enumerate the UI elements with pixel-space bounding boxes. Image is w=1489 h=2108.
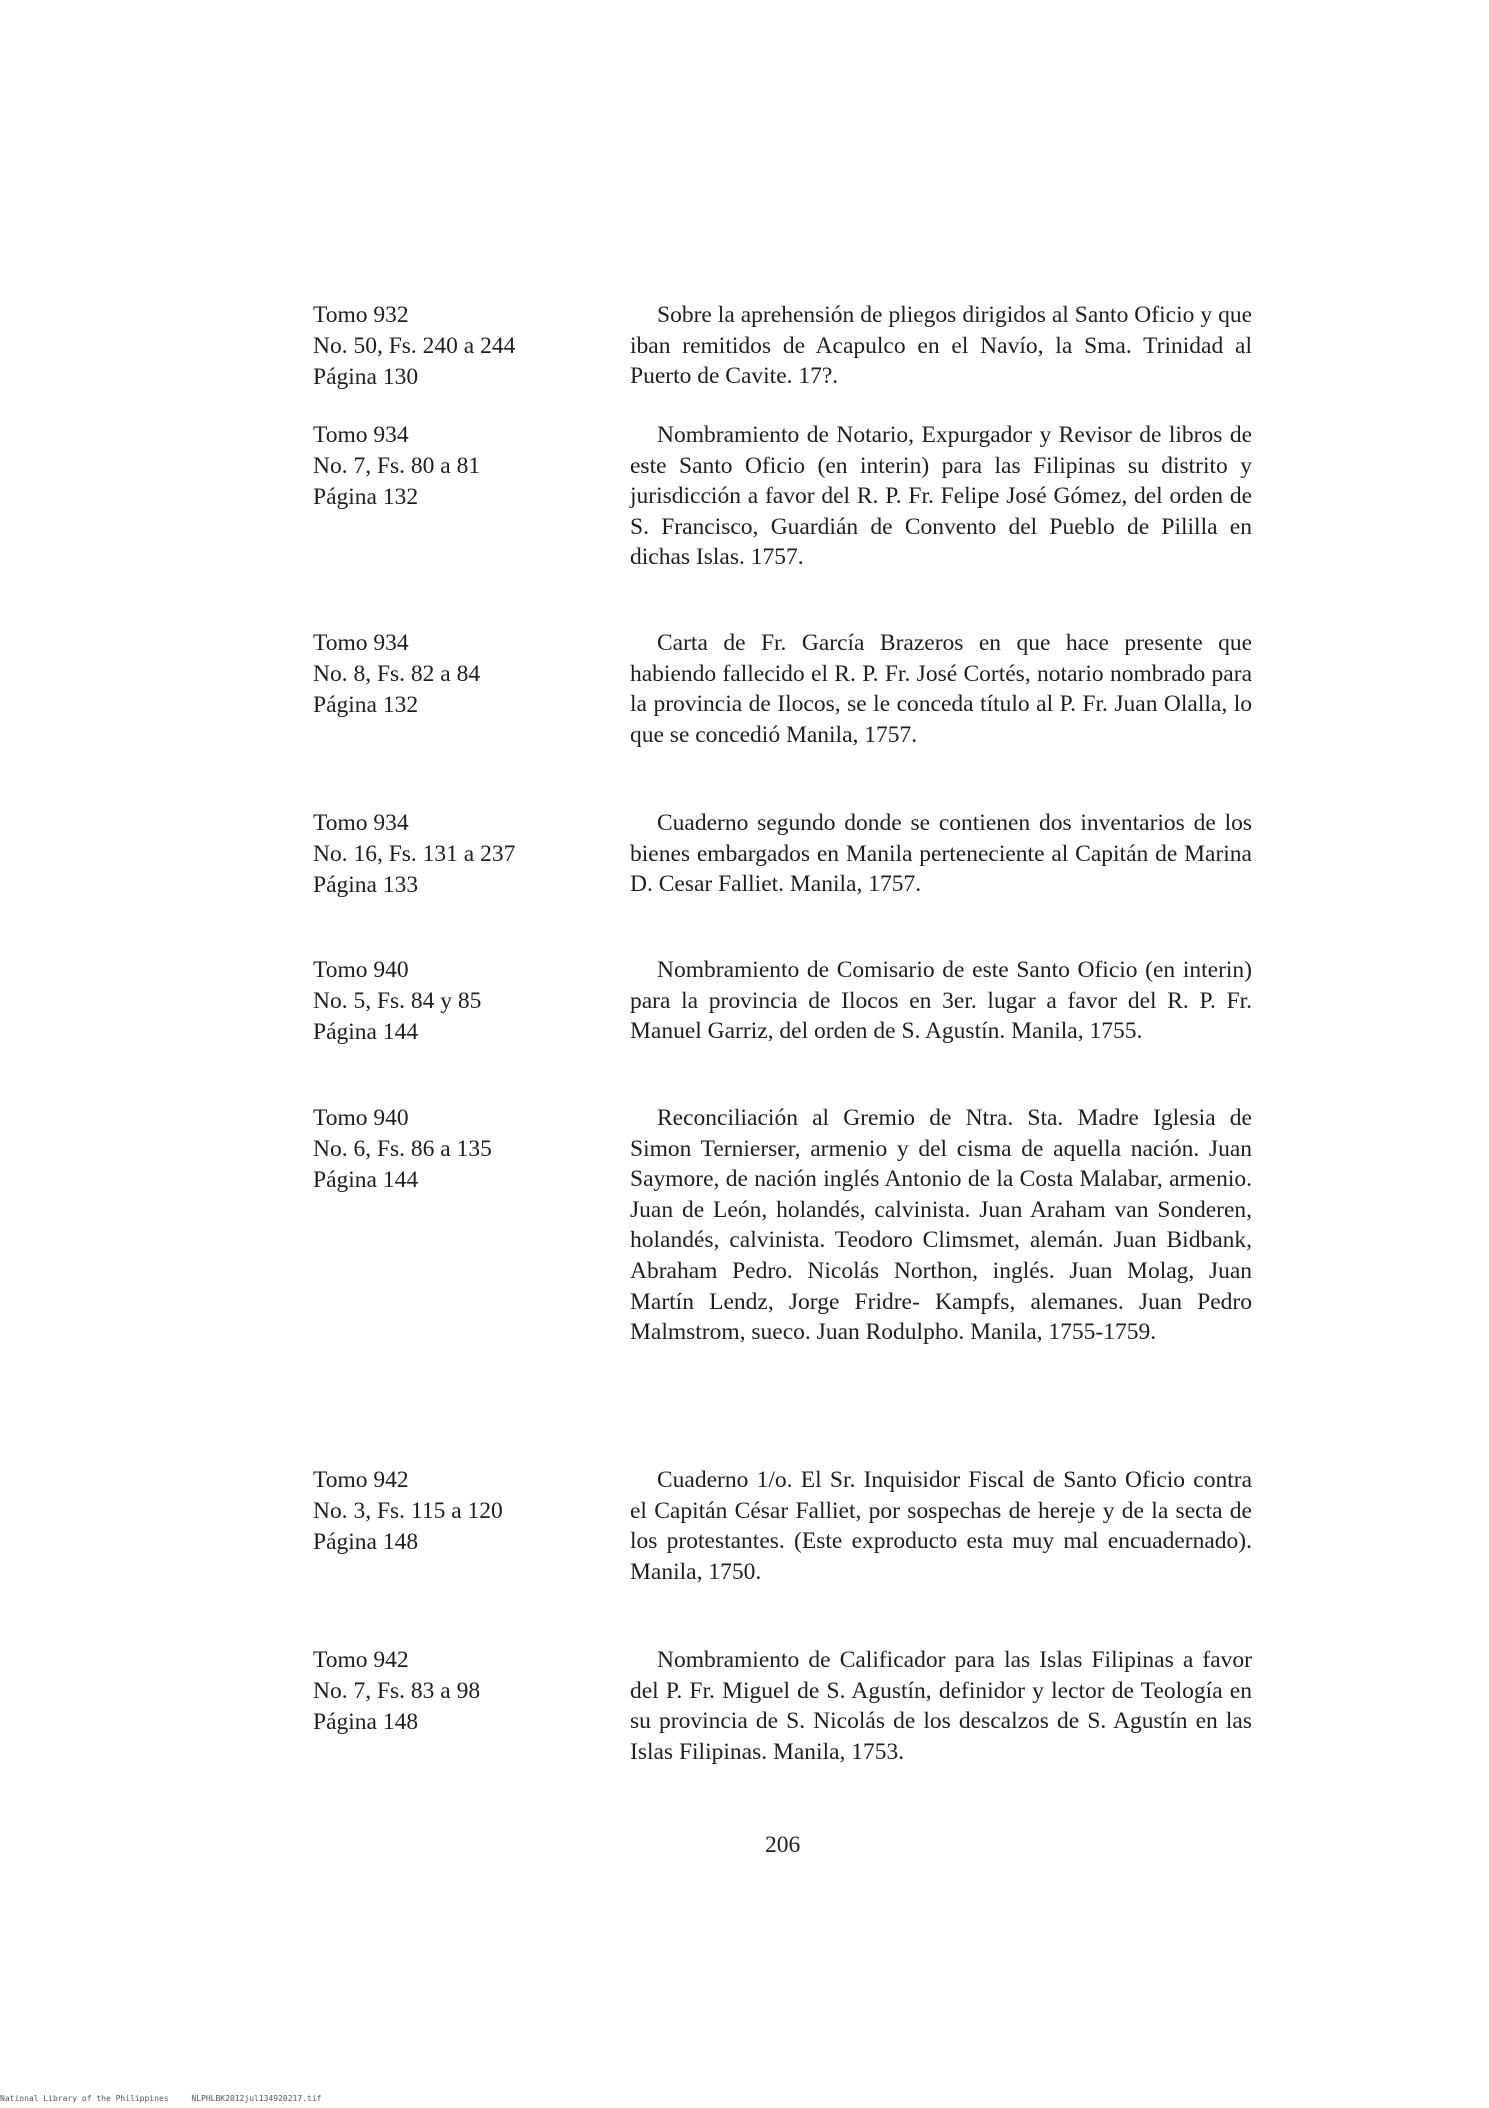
page-number: 206 [765,1832,801,1858]
numero-folios: No. 7, Fs. 83 a 98 [313,1678,481,1704]
tomo-label: Tomo 942 [313,1467,409,1493]
pagina-label: Página 130 [313,364,419,390]
tomo-label: Tomo 940 [313,1105,409,1131]
numero-folios: No. 3, Fs. 115 a 120 [313,1498,503,1524]
pagina-label: Página 133 [313,872,419,898]
entry-description: Cuaderno 1/o. El Sr. Inquisidor Fiscal de Santo Oficio contra el Capitán César Falliet, por sospechas de hereje y de la secta de los protestantes. (Este exproducto esta muy mal encuadernado). Manila, 1750. [630,1467,1252,1585]
entry-description: Cuaderno segundo donde se contienen dos inventarios de los bienes embargados en Manila perteneciente al Capitán de Marina D. Cesar Falliet. Manila, 1757. [630,810,1252,898]
numero-folios: No. 50, Fs. 240 a 244 [313,333,516,359]
entry-reference [313,300,603,393]
tomo-label: Tomo 932 [313,302,409,328]
entry-description: Carta de Fr. García Brazeros en que hace presente que habiendo fallecido el R. P. Fr. José Cortés, notario nombrado para la provincia de Ilocos, se le conceda título al P. Fr. Juan Olalla, lo que se concedió Manila, 1757. [630,630,1252,748]
tomo-label: Tomo 934 [313,630,409,656]
tomo-label: Tomo 940 [313,957,409,983]
entry-description: Sobre la aprehensión de pliegos dirigidos al Santo Oficio y que iban remitidos de Acapulco en el Navío, la Sma. Trinidad al Puerto de Cavite. 17?. [630,302,1252,390]
entry-description: Reconciliación al Gremio de Ntra. Sta. Madre Iglesia de Simon Ternierser, armenio y del cisma de aquella nación. Juan Saymore, de nación inglés Antonio de la Costa Malabar, armenio. Juan de León, holandés, calvinista. Juan Araham van Sonderen, holandés, calvinista. Teodoro Climsmet, alemán. Juan Bidbank, Abraham Pedro. Nicolás Northon, inglés. Juan Molag, Juan Martín Lendz, Jorge Fridre- Kampfs, alemanes. Juan Pedro Malmstrom, sueco. Juan Rodulpho. Manila, 1755-1759. [630,1105,1252,1346]
entry-reference [313,955,603,1048]
footer-file: NLPHLBK2012jul134920217.tif [191,2094,322,2103]
entry-reference [313,420,603,513]
pagina-label: Página 132 [313,692,419,718]
pagina-label: Página 148 [313,1529,419,1555]
entry-reference [313,1645,603,1738]
entry-description: Nombramiento de Calificador para las Islas Filipinas a favor del P. Fr. Miguel de S. Agustín, definidor y lector de Teología en su provincia de S. Nicolás de los descalzos de S. Agustín en las Islas Filipinas. Manila, 1753. [630,1647,1252,1765]
tomo-label: Tomo 934 [313,422,409,448]
tomo-label: Tomo 942 [313,1647,409,1673]
entry-description: Nombramiento de Comisario de este Santo Oficio (en interin) para la provincia de Ilocos en 3er. lugar a favor del R. P. Fr. Manuel Garriz, del orden de S. Agustín. Manila, 1755. [630,957,1252,1045]
numero-folios: No. 16, Fs. 131 a 237 [313,841,516,867]
numero-folios: No. 6, Fs. 86 a 135 [313,1136,492,1162]
tomo-label: Tomo 934 [313,810,409,836]
entry-reference [313,1465,603,1558]
numero-folios: No. 7, Fs. 80 a 81 [313,453,481,479]
entry-reference [313,808,603,901]
entry-reference [313,1103,603,1196]
numero-folios: No. 8, Fs. 82 a 84 [313,661,481,687]
pagina-label: Página 144 [313,1167,419,1193]
scan-footer [0,2094,339,2103]
pagina-label: Página 132 [313,484,419,510]
entry-description: Nombramiento de Notario, Expurgador y Revisor de libros de este Santo Oficio (en interin) para las Filipinas su distrito y jurisdicción a favor del R. P. Fr. Felipe José Gómez, del orden de S. Francisco, Guardián de Convento del Pueblo de Pililla en dichas Islas. 1757. [630,422,1252,571]
pagina-label: Página 144 [313,1019,419,1045]
numero-folios: No. 5, Fs. 84 y 85 [313,988,482,1014]
pagina-label: Página 148 [313,1709,419,1735]
footer-library: National Library of the Philippines [0,2094,169,2103]
entry-reference [313,628,603,721]
